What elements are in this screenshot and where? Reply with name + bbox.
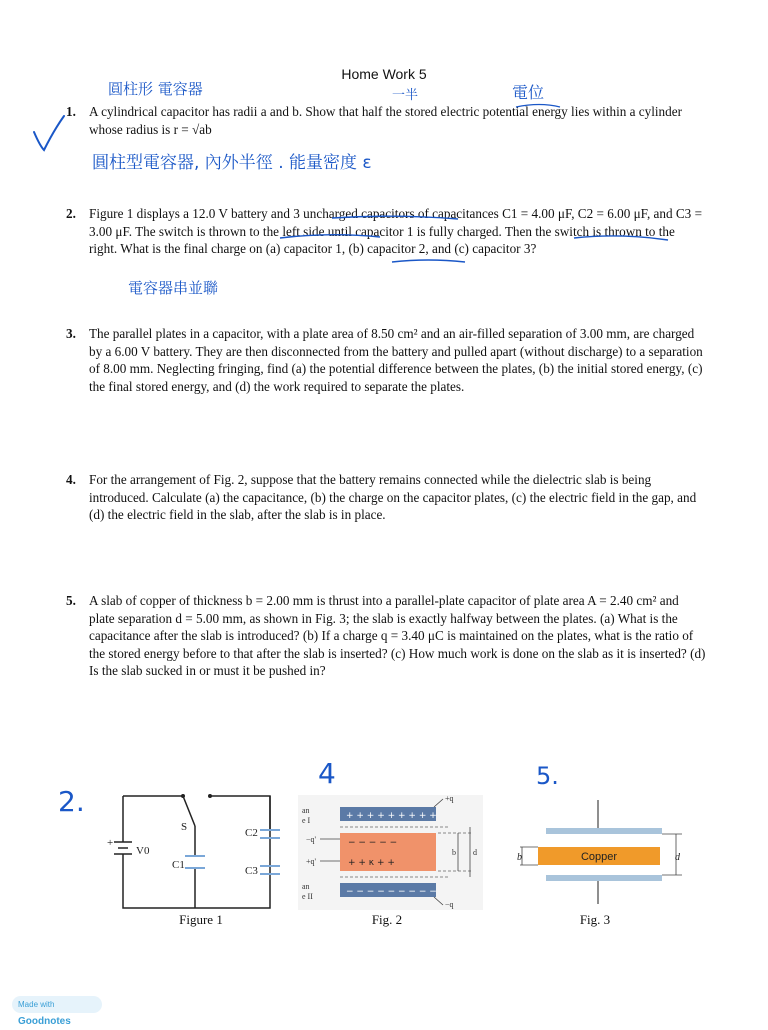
gap-label-top-prefix: an bbox=[302, 806, 310, 815]
figure-2-dielectric bbox=[298, 795, 483, 910]
question-text: A cylindrical capacitor has radii a and b. Show that half the stored electric potential energy lies within a cylinder whose radius is r = √ab bbox=[89, 104, 682, 137]
question-number: 3. bbox=[66, 326, 76, 341]
gap-label-bottom: e II bbox=[302, 892, 313, 901]
page-title: Home Work 5 bbox=[341, 66, 427, 82]
c3-label: C3 bbox=[245, 865, 258, 877]
figure-3-caption: Fig. 3 bbox=[579, 912, 611, 927]
bottom-plate-charges: − − − − − − − − − bbox=[346, 887, 437, 897]
question-number: 1. bbox=[66, 104, 76, 119]
label-d: d bbox=[675, 852, 680, 863]
handwritten-label-4: 4 bbox=[318, 757, 336, 790]
bottom-plate bbox=[546, 875, 662, 881]
handwritten-note-potential: 電位 bbox=[512, 83, 545, 102]
question-text: The parallel plates in a capacitor, with a plate area of 8.50 cm² and an air-filled separation of 3.00 mm, are charged by a 6.00 V battery. They are then disconnected from the battery and pulled apart (without discharge) to a separation of 8.00 mm. Neglecting fringing, find (a) the potential difference between the plates, (b) the initial stored energy, (c) the final stored energy, and (d) the work required to separate the plates. bbox=[89, 326, 703, 394]
badge-prefix: Made with bbox=[18, 1000, 55, 1009]
figure-2-caption: Fig. 2 bbox=[371, 912, 403, 927]
handwritten-note-energy-density: 圓柱型電容器, 內外半徑 . 能量密度 ε bbox=[92, 153, 372, 173]
battery-label: V0 bbox=[136, 845, 150, 857]
switch-contact-right bbox=[208, 794, 212, 798]
question-number: 5. bbox=[66, 593, 76, 608]
c1-label: C1 bbox=[172, 859, 185, 871]
gap-label-bottom-prefix: an bbox=[302, 882, 310, 891]
battery-plus: + bbox=[107, 837, 114, 849]
handwritten-label-2: 2. bbox=[58, 785, 85, 818]
label-minus-q: −q bbox=[445, 900, 454, 909]
question-number: 2. bbox=[66, 206, 76, 221]
switch-label: S bbox=[181, 821, 188, 833]
slab-top-charges: − − − − − bbox=[348, 838, 398, 848]
goodnotes-badge bbox=[12, 996, 102, 1027]
handwritten-note-half: 一半 bbox=[392, 88, 419, 103]
figure-1-circuit bbox=[105, 790, 285, 915]
figure-3-copper bbox=[508, 798, 688, 906]
question-text: A slab of copper of thickness b = 2.00 mm is thrust into a parallel-plate capacitor of plate area A = 2.40 cm² and plate separation d = 5.00 mm, as shown in Fig. 3; the slab is exactly halfway between the plates. (a) What is the capacitance after the slab is introduced? (b) If a charge q = 3.40 μC is maintained on the plates, what is the ratio of the stored energy before to that after the slab is inserted? (c) How much work is done on the slab as it is inserted? (d) Is the slab sucked in or must it be pushed in? bbox=[89, 593, 706, 679]
handwritten-note-series-parallel: 電容器串並聯 bbox=[128, 279, 219, 297]
label-minus-q-prime: −q' bbox=[306, 835, 316, 844]
top-plate-charges: + + + + + + + + + bbox=[346, 811, 437, 821]
handwritten-label-5: 5. bbox=[536, 762, 559, 790]
figure-1-caption: Figure 1 bbox=[179, 912, 223, 927]
label-plus-q: +q bbox=[445, 795, 454, 803]
question-text: Figure 1 displays a 12.0 V battery and 3 uncharged capacitors of capacitances C1 = 4.00 μF, C2 = 6.00 μF, and C3 = 3.00 μF. The switch is thrown to the left side until capacitor 1 is fully charged. Then the switch is thrown to the right. What is the final charge on (a) capacitor 1, (b) capacitor 2, and (c) capacitor 3? bbox=[89, 206, 703, 257]
question-number: 4. bbox=[66, 472, 76, 487]
c2-label: C2 bbox=[245, 827, 258, 839]
slab-bottom-charges: + + κ + + bbox=[348, 858, 395, 868]
gap-label-top: e I bbox=[302, 816, 311, 825]
switch-contact-left bbox=[181, 794, 185, 798]
handwritten-note-cylindrical: 圓柱形 電容器 bbox=[108, 80, 203, 98]
top-plate bbox=[546, 828, 662, 834]
label-b: b bbox=[452, 848, 456, 857]
label-plus-q-prime: +q' bbox=[306, 857, 316, 866]
question-text: For the arrangement of Fig. 2, suppose that the battery remains connected while the dielectric slab is being introduced. Calculate (a) the capacitance, (b) the charge on the capacitor plates, (c) the electric field in the gap, and (d) the electric field in the slab, after the slab is in place. bbox=[89, 472, 697, 523]
badge-brand: Goodnotes bbox=[18, 1016, 71, 1027]
copper-label: Copper bbox=[580, 851, 618, 863]
label-b: b bbox=[517, 852, 522, 863]
label-d: d bbox=[473, 848, 477, 857]
